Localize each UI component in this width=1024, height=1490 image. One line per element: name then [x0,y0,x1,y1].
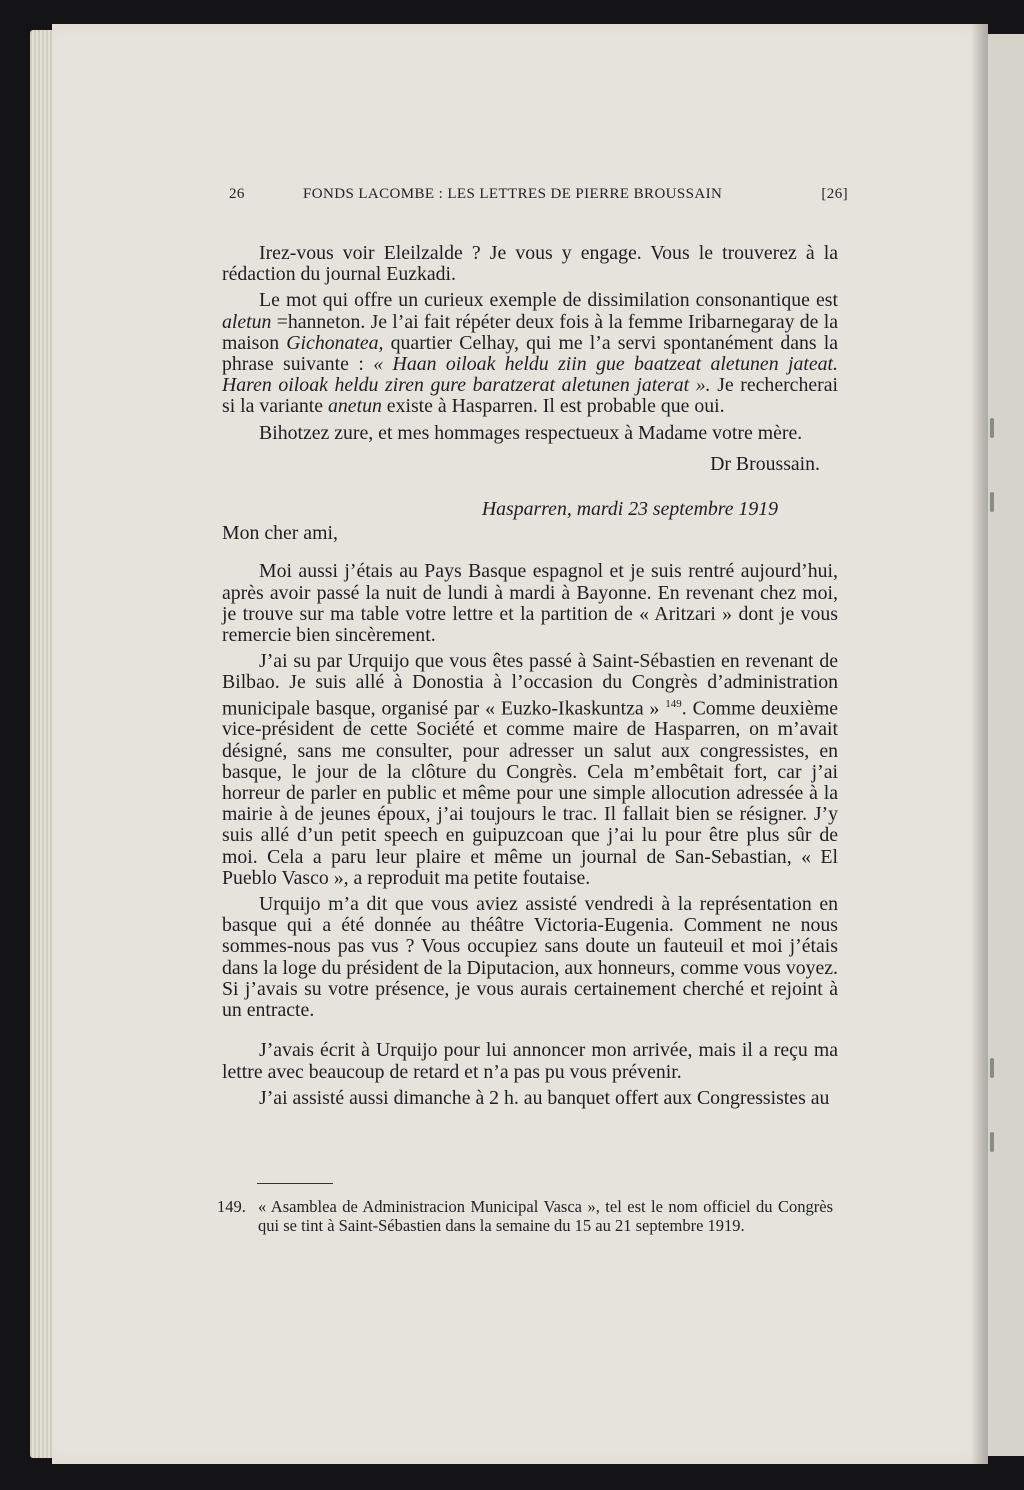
facing-page-edge [988,34,1024,1456]
page-number: 26 [229,186,245,202]
binding-thread [990,1058,994,1078]
footnote [217,1197,833,1235]
section-number: [26] [821,186,848,202]
signature: Dr Broussain. [710,452,820,475]
salutation: Mon cher ami, [222,522,338,545]
binding-thread [990,418,994,438]
term-aletun: aletun [222,310,272,333]
running-title: FONDS LACOMBE : LES LETTRES DE PIERRE BROUSSAIN [303,186,723,202]
paragraph: J’ai assisté aussi dimanche à 2 h. au banquet offert aux Congressistes au [259,1086,830,1109]
footnote-text: « Asamblea de Administracion Municipal Vasca », tel est le nom officiel du Congrès qui se tint à Saint-Sébastien dans la semaine du 15 au 21 septembre 1919. [258,1197,833,1235]
house-name: Gichonatea, [286,331,384,354]
body-text [222,243,838,1114]
footnote-number: 149. [217,1197,246,1216]
footnote-reference: 149 [665,697,682,710]
running-header [225,186,848,210]
paragraph: Urquijo m’a dit que vous aviez assisté vendredi à la représentation en basque qui a été donnée au théâtre Victoria-Eugenia. Comment ne nous sommes-nous pas vus ? Vous occupiez sans doute un fauteuil et moi j’étais dans la loge du président de la Diputacion, aux honneurs, comme vous voyez. Si j’avais su votre présence, je vous aurais certainement cherché et rejoint à un entracte. [222,893,838,1022]
paragraph: Bihotzez zure, et mes hommages respectueux à Madame votre mère. [259,421,803,444]
footnote-divider [257,1183,333,1184]
binding-thread [990,492,994,512]
paragraph: Moi aussi j’étais au Pays Basque espagnol et je suis rentré aujourd’hui, après avoir passé la nuit de lundi à mardi à Bayonne. En revenant chez moi, je trouve sur ma table votre lettre et la partition de « Aritzari » dont je vous remercie bien sincèrement. [222,560,838,647]
page-gutter-shadow [972,24,988,1464]
basque-quote: « Haan oiloak heldu ziin gue baatzeat aletunen jateat. Haren oiloak heldu ziren gure baratzerat aletunen jaterat ». [222,353,838,397]
paragraph: J’ai su par Urquijo que vous êtes passé à Saint-Sébastien en revenant de Bilbao. Je suis allé à Donostia à l’occasion du Congrès d’administration municipale basque, organisé par « Euzko-Ikaskuntza » $^{149}$. Comme deuxième vice-président de cette Société et comme maire de Hasparren, on m’avait désigné, sans me consulter, pour adresser un salut aux congressistes, en basque, le jour de la clôture du Congrès. Cela m’embêtait fort, car j’ai horreur de parler en public et même pour une simple allocution adressée à la mairie à de jeunes époux, j’ai toujours le trac. Il fallait bien se résigner. J’y suis allé d’un petit speech en guipuzcoan que j’ai lu pour être plus sûr de moi. Cela a paru leur plaire et même un journal de San-Sebastian, « El Pueblo Vasco », a reproduit ma petite foutaise. [222,650,838,889]
paragraph: J’avais écrit à Urquijo pour lui annoncer mon arrivée, mais il a reçu ma lettre avec beaucoup de retard et n’a pas pu vous prévenir. [222,1039,838,1083]
letter-dateline: Hasparren, mardi 23 septembre 1919 [481,498,778,521]
paragraph: Irez-vous voir Eleilzalde ? Je vous y engage. Vous le trouverez à la rédaction du journal Euzkadi. [222,242,838,286]
binding-thread [990,1132,994,1152]
term-anetun: anetun [328,395,382,418]
paragraph: Le mot qui offre un curieux exemple de dissimilation consonantique est aletun =hanneton. Je l’ai fait répéter deux fois à la femme Iribarnegaray de la maison Gichonatea, quartier Celhay, qui me l’a servi spontanément dans la phrase suivante : « Haan oiloak heldu ziin gue baatzeat aletunen jateat. Haren oiloak heldu ziren gure baratzerat aletunen jaterat ». Je rechercherai si la variante anetun existe à Hasparren. Il est probable que oui. [222,289,838,418]
